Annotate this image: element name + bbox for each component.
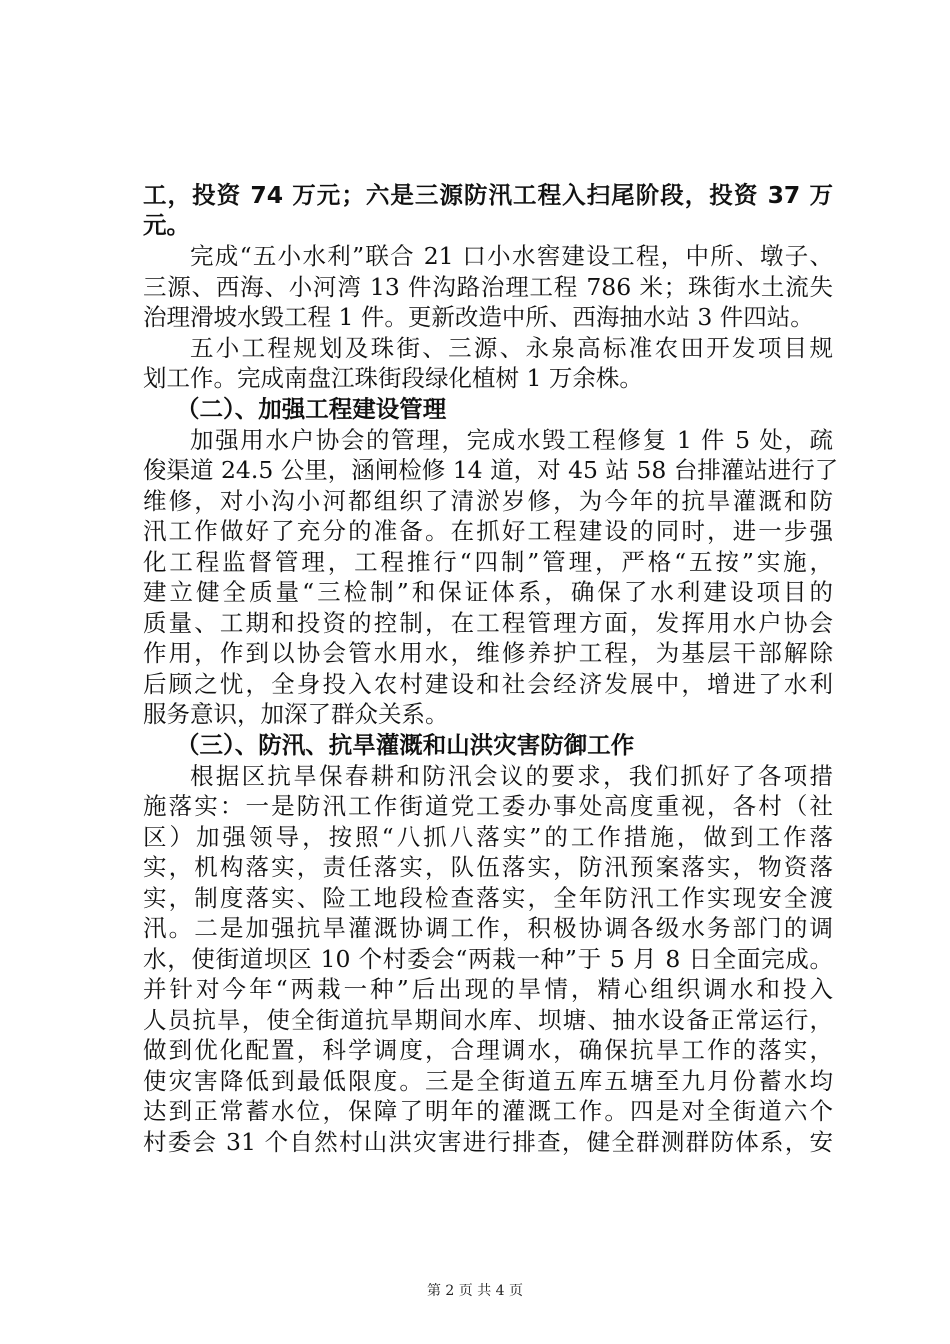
text-line: 加强用水户协会的管理，完成水毁工程修复 1 件 5 处，疏 [190,426,833,454]
text-line: 化工程监督管理，工程推行“四制”管理，严格“五按”实施， [143,548,833,576]
text-line: 建立健全质量“三检制”和保证体系，确保了水利建设项目的 [143,578,833,606]
text-line: 人员抗旱，使全街道抗旱期间水库、坝塘、抽水设备正常运行， [143,1006,833,1034]
text-line: 完成“五小水利”联合 21 口小水窖建设工程，中所、墩子、 [190,242,833,270]
text-line: 服务意识，加深了群众关系。 [143,700,449,728]
text-line: 俊渠道 24.5 公里，涵闸检修 14 道，对 45 站 58 台排灌站进行了 [143,456,839,484]
text-line: 划工作。完成南盘江珠街段绿化植树 1 万余株。 [143,364,643,392]
text-line: 维修，对小沟小河都组织了清淤岁修，为今年的抗旱灌溉和防 [143,487,833,515]
text-line: 区）加强领导，按照“八抓八落实”的工作措施，做到工作落 [143,823,833,851]
text-line: 汛工作做好了充分的准备。在抓好工程建设的同时，进一步强 [143,517,833,545]
text-line: 五小工程规划及珠街、三源、永泉高标准农田开发项目规 [190,334,833,362]
text-line: 水，使街道坝区 10 个村委会“两栽一种”于 5 月 8 日全面完成。 [143,945,833,973]
text-line: 治理滑坡水毁工程 1 件。更新改造中所、西海抽水站 3 件四站。 [143,303,814,331]
text-line: 达到正常蓄水位，保障了明年的灌溉工作。四是对全街道六个 [143,1097,833,1125]
text-line: 使灾害降低到最低限度。三是全街道五库五塘至九月份蓄水均 [143,1067,833,1095]
text-line: 作用，作到以协会管水用水，维修养护工程，为基层干部解除 [143,639,833,667]
text-line: 汛。二是加强抗旱灌溉协调工作，积极协调各级水务部门的调 [143,914,833,942]
section-heading: （三）、防汛、抗旱灌溉和山洪灾害防御工作 [176,731,635,759]
text-line: 村委会 31 个自然村山洪灾害进行排查，健全群测群防体系，安 [143,1128,833,1156]
text-line: 并针对今年“两栽一种”后出现的旱情，精心组织调水和投入 [143,975,833,1003]
text-line: 元。 [143,211,190,239]
text-line: 做到优化配置，科学调度，合理调水，确保抗旱工作的落实， [143,1036,833,1064]
text-line: 根据区抗旱保春耕和防汛会议的要求，我们抓好了各项措 [190,762,833,790]
section-heading: （二）、加强工程建设管理 [176,395,447,423]
text-line: 实，机构落实，责任落实，队伍落实，防汛预案落实，物资落 [143,853,833,881]
text-line: 实，制度落实、险工地段检查落实，全年防汛工作实现安全渡 [143,884,833,912]
text-line: 施落实：一是防汛工作街道党工委办事处高度重视，各村（社 [143,792,833,820]
page-footer: 第 2 页 共 4 页 [426,1283,524,1299]
text-line: 三源、西海、小河湾 13 件沟路治理工程 786 米；珠街水土流失 [143,273,833,301]
text-line: 后顾之忧，全身投入农村建设和社会经济发展中，增进了水利 [143,670,833,698]
text-line: 工，投资 74 万元；六是三源防汛工程入扫尾阶段，投资 37 万 [143,181,833,209]
text-line: 质量、工期和投资的控制，在工程管理方面，发挥用水户协会 [143,609,833,637]
